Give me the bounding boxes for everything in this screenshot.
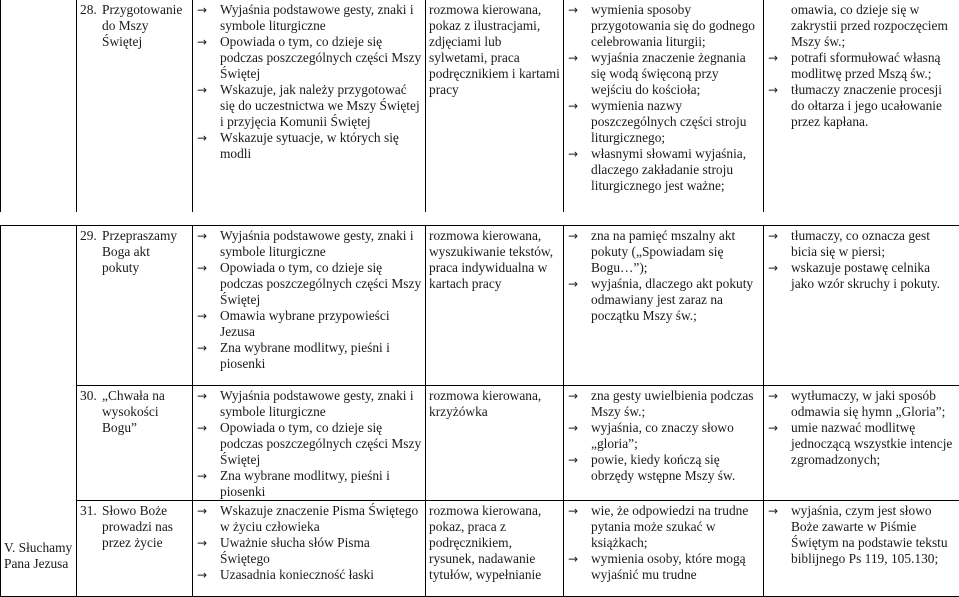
right-arrow-icon: → [197,388,217,404]
basic-requirements-cell [564,0,764,213]
list-item: → wymienia osoby, które mogą wyjaśnić mu trudne [567,551,760,583]
methods-cell [426,386,564,501]
list-item: → Omawia wybrane przypowieści Jezusa [196,308,422,340]
list-item: → Uzasadnia konieczność łaski [196,567,422,583]
list-item: → wyjaśnia, co znaczy słowo „gloria”; [567,420,760,452]
lesson-cell [77,226,193,386]
list-item: → umie nazwać modlitwę jednoczącą wszystkie intencje zgromadzonych; [767,420,956,468]
right-arrow-icon: → [568,2,588,18]
right-arrow-icon: → [197,535,217,551]
section-cell-empty [1,0,77,213]
right-arrow-icon: → [197,340,217,356]
table-row [1,0,959,213]
right-arrow-icon: → [768,82,788,98]
right-arrow-icon: → [568,503,588,519]
basic-requirements-cell [564,386,764,501]
extended-requirements-cell [764,226,959,386]
lesson-number: 30. [80,388,102,436]
right-arrow-icon: → [197,130,217,146]
right-arrow-icon: → [568,98,588,114]
list-item: → zna gesty uwielbienia podczas Mszy św.; [567,388,760,420]
lesson-topic: Przygotowanie do Mszy Świętej [102,2,189,50]
content-cell [193,0,426,213]
lesson-topic: Słowo Boże prowadzi nas przez życie [102,503,189,551]
methods-text: rozmowa kierowana, pokaz z ilustracjami, zdjęciami lub sylwetami, praca podręcznikiem i kartami pracy [429,2,560,97]
methods-cell [426,226,564,386]
list-item-continued: omawia, co dzieje się w zakrystii przed rozpoczęciem Mszy św.; [767,2,956,50]
list-item: → Opowiada o tym, co dzieje się podczas poszczególnych części Mszy Świętej [196,34,422,82]
right-arrow-icon: → [197,82,217,98]
basic-requirements-cell [564,501,764,597]
extended-requirements-cell [764,0,959,213]
list-item: → Wyjaśnia podstawowe gesty, znaki i symbole liturgiczne [196,388,422,420]
list-item: → Zna wybrane modlitwy, pieśni i piosenki [196,340,422,372]
list-item: → potrafi sformułować własną modlitwę przed Mszą św.; [767,50,956,82]
list-item: → Opowiada o tym, co dzieje się podczas poszczególnych części Mszy Świętej [196,260,422,308]
list-item: → wskazuje postawę celnika jako wzór skruchy i pokuty. [767,260,956,292]
lesson-topic: Przepraszamy Boga akt pokuty [102,228,189,276]
list-item: → tłumaczy znaczenie procesji do ołtarza i jego ucałowanie przez kapłana. [767,82,956,130]
right-arrow-icon: → [568,388,588,404]
methods-text: rozmowa kierowana, pokaz, praca z podręcznikiem, rysunek, nadawanie tytułów, wypełnianie [429,503,541,582]
content-cell [193,226,426,386]
list-item: → Wskazuje, jak należy przygotować się do uczestnictwa we Mszy Świętej i przyjęcia Komunii Świętej [196,82,422,130]
extended-requirements-cell [764,386,959,501]
list-item: → wyjaśnia znaczenie żegnania się wodą święconą przy wejściu do kościoła; [567,50,760,98]
right-arrow-icon: → [568,551,588,567]
lesson-number: 29. [80,228,102,276]
curriculum-table-top [0,0,959,213]
table-row [1,501,959,597]
right-arrow-icon: → [768,260,788,276]
right-arrow-icon: → [197,567,217,583]
right-arrow-icon: → [568,452,588,468]
list-item: → wymienia nazwy poszczególnych części stroju liturgicznego; [567,98,760,146]
list-item: → Wyjaśnia podstawowe gesty, znaki i symbole liturgiczne [196,2,422,34]
right-arrow-icon: → [768,420,788,436]
extended-requirements-cell [764,501,959,597]
right-arrow-icon: → [768,228,788,244]
basic-requirements-cell [564,226,764,386]
right-arrow-icon: → [197,468,217,484]
right-arrow-icon: → [768,50,788,66]
list-item: → zna na pamięć mszalny akt pokuty („Spowiadam się Bogu…”); [567,228,760,276]
section-label: V. Słuchamy Pana Jezusa [4,540,72,571]
table-row [1,386,959,501]
right-arrow-icon: → [197,34,217,50]
curriculum-table-bottom [0,225,959,597]
list-item: → Opowiada o tym, co dzieje się podczas poszczególnych części Mszy Świętej [196,420,422,468]
content-cell [193,501,426,597]
list-item: → powie, kiedy kończą się obrzędy wstępne Mszy św. [567,452,760,484]
lesson-number: 31. [80,503,102,551]
right-arrow-icon: → [197,260,217,276]
right-arrow-icon: → [197,2,217,18]
list-item: → wyjaśnia, czym jest słowo Boże zawarte w Piśmie Świętym na podstawie tekstu biblijnego Ps 119, 105.130; [767,503,956,567]
list-item: → tłumaczy, co oznacza gest bicia się w piersi; [767,228,956,260]
lesson-topic: „Chwała na wysokości Bogu” [102,388,189,436]
list-item: → Wskazuje znaczenie Pisma Świętego w życiu człowieka [196,503,422,535]
list-item: → Wyjaśnia podstawowe gesty, znaki i symbole liturgiczne [196,228,422,260]
right-arrow-icon: → [568,420,588,436]
lesson-cell [77,501,193,597]
list-item: → własnymi słowami wyjaśnia, dlaczego zakładanie stroju liturgicznego jest ważne; [567,146,760,194]
right-arrow-icon: → [197,503,217,519]
list-item: → Uważnie słucha słów Pisma Świętego [196,535,422,567]
lesson-cell [77,0,193,213]
table-row [1,226,959,386]
right-arrow-icon: → [768,388,788,404]
methods-text: rozmowa kierowana, wyszukiwanie tekstów, praca indywidualna w kartach pracy [429,228,553,291]
methods-text: rozmowa kierowana, krzyżówka [429,388,541,419]
section-cell [1,226,77,597]
list-item: → Wskazuje sytuacje, w których się modli [196,130,422,162]
list-item: → wytłumaczy, w jaki sposób odmawia się hymn „Gloria”; [767,388,956,420]
methods-cell [426,501,564,597]
right-arrow-icon: → [568,146,588,162]
right-arrow-icon: → [568,276,588,292]
content-cell [193,386,426,501]
list-item: → wie, że odpowiedzi na trudne pytania może szukać w książkach; [567,503,760,551]
right-arrow-icon: → [197,420,217,436]
right-arrow-icon: → [568,228,588,244]
list-item: → wymienia sposoby przygotowania się do godnego celebrowania liturgii; [567,2,760,50]
list-item: → Zna wybrane modlitwy, pieśni i piosenki [196,468,422,500]
page-break-gap [0,212,959,226]
right-arrow-icon: → [197,228,217,244]
right-arrow-icon: → [568,50,588,66]
lesson-cell [77,386,193,501]
lesson-number: 28. [80,2,102,50]
methods-cell [426,0,564,213]
right-arrow-icon: → [197,308,217,324]
right-arrow-icon: → [768,503,788,519]
list-item: → wyjaśnia, dlaczego akt pokuty odmawiany jest zaraz na początku Mszy św.; [567,276,760,324]
